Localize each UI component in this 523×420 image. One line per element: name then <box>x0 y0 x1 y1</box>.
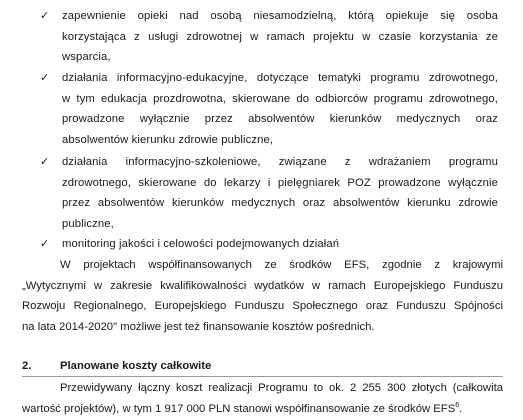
bullet-item <box>40 234 498 255</box>
text-line: prowadzone wyłącznie przez absolwentów kierunków medycznych oraz <box>62 113 498 126</box>
text-line: działania informacyjno-szkoleniowe, związane z wdrażaniem programu <box>62 156 498 168</box>
bullet-text <box>62 68 498 150</box>
text-line <box>22 399 503 420</box>
text-line: absolwentów kierunku zdrowie publiczne, <box>62 133 274 146</box>
text-line: na lata 2014-2020" możliwe jest też finansowanie kosztów pośrednich. <box>22 320 375 333</box>
text-line: zdrowotnego, skierowane do lekarzy i pielęgniarek POZ prowadzone wyłącznie <box>62 176 498 189</box>
text-line: Przewidywany łączny koszt realizacji Programu to ok. 2 255 300 złotych (całkowita <box>60 382 503 394</box>
text-line: w tym edukacja prozdrowotna, skierowane do odbiorców programu zdrowotnego, <box>62 92 498 105</box>
text-line: W projektach współfinansowanych ze środków EFS, zgodnie z krajowymi <box>60 259 503 271</box>
text-line: publiczne, <box>62 217 114 230</box>
check-mark-icon: ✓ <box>40 9 50 22</box>
bullet-text <box>62 152 498 234</box>
text-line: „Wytycznymi w zakresie kwalifikowalności wydatków w ramach Europejskiego Funduszu <box>22 279 503 292</box>
text-line: korzystająca z usługi zdrowotnej w ramach projektu w czasie korzystania ze <box>62 30 498 43</box>
body-paragraph <box>22 378 503 419</box>
text-line: przez absolwentów kierunków medycznych oraz absolwentów kierunku zdrowie <box>62 197 498 210</box>
section-number: 2. <box>22 360 32 372</box>
body-paragraph <box>22 255 503 337</box>
text-line: działania informacyjno-edukacyjne, dotyczące tematyki programu zdrowotnego, <box>62 72 498 84</box>
text-segment: wartość projektów), w tym 1 917 000 PLN stanowi współfinansowanie ze środków EFS <box>22 402 456 415</box>
check-mark-icon: ✓ <box>40 237 50 250</box>
bullet-item <box>40 152 498 234</box>
bullet-item <box>40 68 498 150</box>
text-segment: . <box>459 402 463 415</box>
section-title: Planowane koszty całkowite <box>60 360 212 372</box>
check-mark-icon: ✓ <box>40 71 50 84</box>
text-line: wsparcia, <box>62 51 111 64</box>
text-line: Rozwoju Regionalnego, Europejskiego Funduszu Społecznego oraz Funduszu Spójności <box>22 300 503 313</box>
text-line: monitoring jakości i celowości podejmowanych działań <box>62 238 340 250</box>
footnote-ref[interactable]: 6 <box>455 401 460 409</box>
check-mark-icon: ✓ <box>40 155 50 168</box>
text-line: zapewnienie opieki nad osobą niesamodzielną, którą opiekuje się osoba <box>62 10 498 22</box>
bullet-item <box>40 6 498 68</box>
section-heading <box>22 356 503 377</box>
bullet-text <box>62 6 498 68</box>
bullet-text <box>62 234 498 255</box>
